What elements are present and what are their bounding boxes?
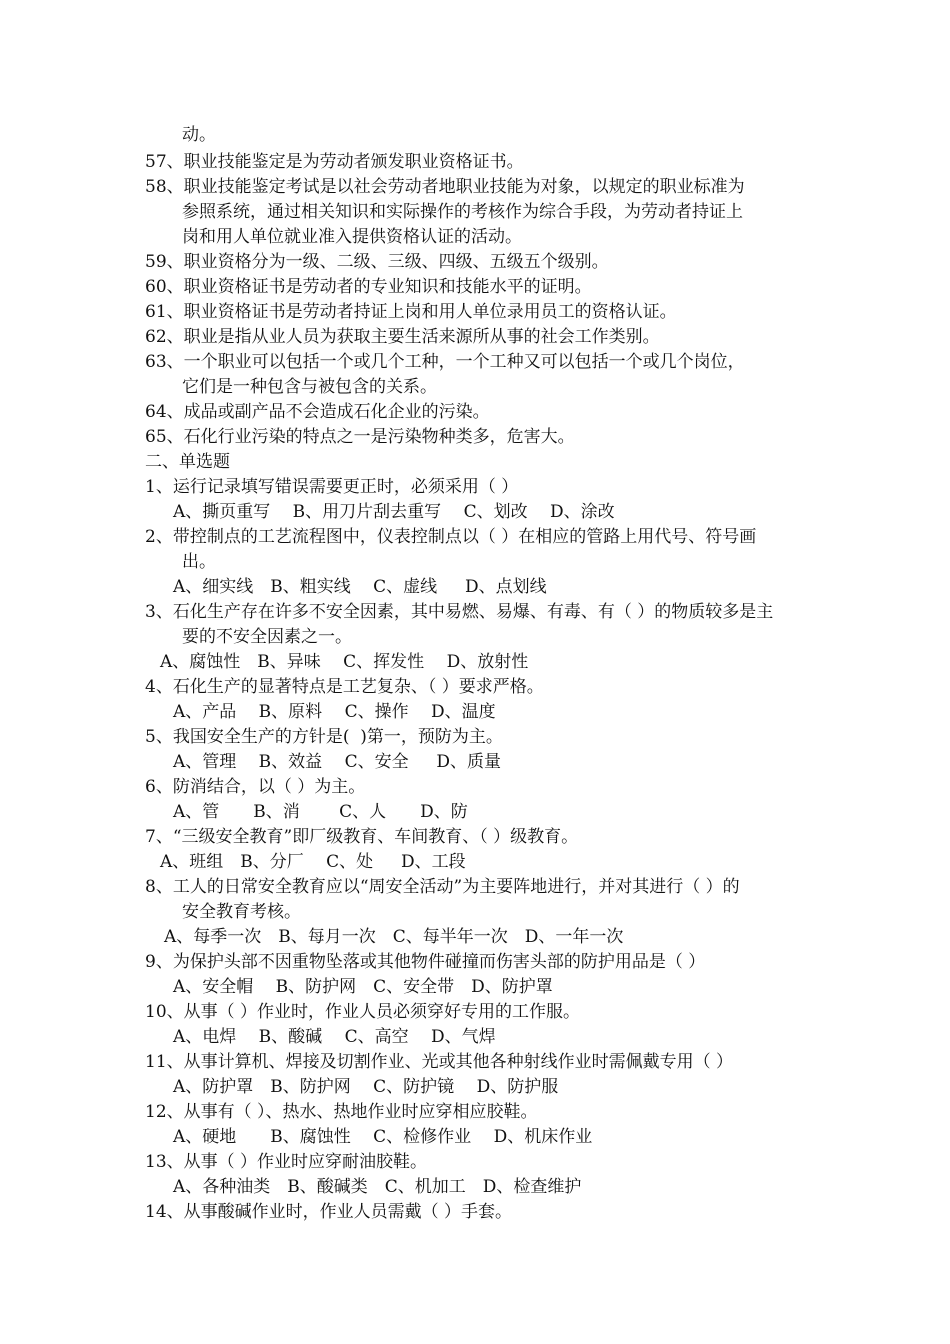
sc-question-8-line-2: 安全教育考核。	[182, 902, 301, 922]
section-heading: 二、单选题	[145, 452, 230, 472]
question-63-line-2: 它们是一种包含与被包含的关系。	[182, 377, 437, 397]
sc-question-1-options: A、撕页重写 B、用刀片刮去重写 C、划改 D、涂改	[173, 502, 615, 522]
sc-question-9: 9、为保护头部不因重物坠落或其他物件碰撞而伤害头部的防护用品是（ ）	[145, 952, 706, 972]
sc-question-8-line-1: 8、工人的日常安全教育应以“周安全活动”为主要阵地进行，并对其进行（ ）的	[145, 877, 740, 897]
sc-question-4: 4、石化生产的显著特点是工艺复杂、（ ）要求严格。	[145, 677, 544, 697]
sc-question-7-options: A、班组 B、分厂 C、处 D、工段	[160, 852, 466, 872]
sc-question-1: 1、运行记录填写错误需要更正时，必须采用（ ）	[145, 477, 519, 497]
question-58-line-1: 58、职业技能鉴定考试是以社会劳动者地职业技能为对象，以规定的职业标准为	[145, 177, 745, 197]
sc-question-3-options: A、腐蚀性 B、异味 C、挥发性 D、放射性	[160, 652, 529, 672]
sc-question-10-options: A、电焊 B、酸碱 C、高空 D、气焊	[173, 1027, 496, 1047]
sc-question-12-options: A、硬地 B、腐蚀性 C、检修作业 D、机床作业	[173, 1127, 593, 1147]
sc-question-12: 12、从事有（ ）、热水、热地作业时应穿相应胶鞋。	[145, 1102, 538, 1122]
sc-question-6: 6、防消结合，以（ ）为主。	[145, 777, 366, 797]
sc-question-3-line-1: 3、石化生产存在许多不安全因素，其中易燃、易爆、有毒、有（ ）的物质较多是主	[145, 602, 774, 622]
sc-question-3-line-2: 要的不安全因素之一。	[182, 627, 352, 647]
question-59: 59、职业资格分为一级、二级、三级、四级、五级五个级别。	[145, 252, 609, 272]
sc-question-13-options: A、各种油类 B、酸碱类 C、机加工 D、检查维护	[173, 1177, 582, 1197]
sc-question-2-line-2: 出。	[182, 552, 216, 572]
sc-question-14: 14、从事酸碱作业时，作业人员需戴（ ）手套。	[145, 1202, 513, 1222]
question-58-line-3: 岗和用人单位就业准入提供资格认证的活动。	[182, 227, 522, 247]
sc-question-10: 10、从事（ ）作业时，作业人员必须穿好专用的工作服。	[145, 1002, 581, 1022]
sc-question-7: 7、“三级安全教育”即厂级教育、车间教育、（ ）级教育。	[145, 827, 579, 847]
sc-question-5-options: A、管理 B、效益 C、安全 D、质量	[173, 752, 502, 772]
sc-question-4-options: A、产品 B、原料 C、操作 D、温度	[173, 702, 496, 722]
sc-question-2-line-1: 2、带控制点的工艺流程图中，仪表控制点以（ ）在相应的管路上用代号、符号画	[145, 527, 757, 547]
sc-question-11-options: A、防护罩 B、防护网 C、防护镜 D、防护服	[173, 1077, 559, 1097]
question-55-continuation: 动。	[182, 125, 216, 145]
sc-question-2-options: A、细实线 B、粗实线 C、虚线 D、点划线	[173, 577, 547, 597]
question-61: 61、职业资格证书是劳动者持证上岗和用人单位录用员工的资格认证。	[145, 302, 677, 322]
question-58-line-2: 参照系统，通过相关知识和实际操作的考核作为综合手段，为劳动者持证上	[182, 202, 743, 222]
sc-question-11: 11、从事计算机、焊接及切割作业、光或其他各种射线作业时需佩戴专用（ ）	[145, 1052, 734, 1072]
question-63-line-1: 63、一个职业可以包括一个或几个工种，一个工种又可以包括一个或几个岗位，	[145, 352, 745, 372]
sc-question-6-options: A、管 B、消 C、人 D、防	[173, 802, 468, 822]
question-62: 62、职业是指从业人员为获取主要生活来源所从事的社会工作类别。	[145, 327, 660, 347]
question-57: 57、职业技能鉴定是为劳动者颁发职业资格证书。	[145, 152, 524, 172]
question-60: 60、职业资格证书是劳动者的专业知识和技能水平的证明。	[145, 277, 592, 297]
sc-question-5: 5、我国安全生产的方针是( )第一，预防为主。	[145, 727, 503, 747]
question-65: 65、石化行业污染的特点之一是污染物种类多，危害大。	[145, 427, 575, 447]
sc-question-9-options: A、安全帽 B、防护网 C、安全带 D、防护罩	[173, 977, 553, 997]
sc-question-13: 13、从事（ ）作业时应穿耐油胶鞋。	[145, 1152, 428, 1172]
question-64: 64、成品或副产品不会造成石化企业的污染。	[145, 402, 490, 422]
sc-question-8-options: A、每季一次 B、每月一次 C、每半年一次 D、一年一次	[164, 927, 624, 947]
